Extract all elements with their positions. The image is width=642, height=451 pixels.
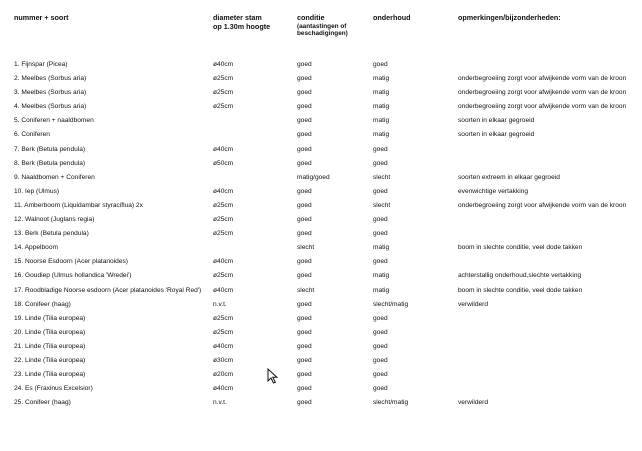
table-row xyxy=(0,199,642,213)
tree-opmerking: onderbegroeiing zorgt voor afwijkende vorm van de kroon xyxy=(458,75,627,83)
tree-conditie: goed xyxy=(297,89,312,97)
tree-conditie: slecht xyxy=(297,244,315,252)
tree-name: 24. Es (Fraxinus Excelsior) xyxy=(14,385,93,393)
tree-opmerking: onderbegroeiing zorgt voor afwijkende vorm van de kroon xyxy=(458,89,627,97)
table-row xyxy=(0,255,642,269)
tree-opmerking: onderbegroeiing zorgt voor afwijkende vorm van de kroon xyxy=(458,201,627,209)
tree-name: 7. Berk (Betula pendula) xyxy=(14,145,86,153)
tree-name: 11. Amberboom (Liquidambar styraciflua) 2x xyxy=(14,201,143,209)
tree-onderhoud: goed xyxy=(373,145,388,153)
header-conditie-label: conditie xyxy=(297,13,325,22)
tree-conditie: goed xyxy=(297,300,312,308)
tree-opmerking: soorten extreem in elkaar gegroeid xyxy=(458,173,560,181)
tree-conditie: goed xyxy=(297,399,312,407)
tree-name: 17. Roodbladige Noorse esdoorn (Acer platanoides 'Royal Red') xyxy=(14,286,202,294)
header-diameter-line1: diameter stam xyxy=(213,13,262,22)
tree-onderhoud: matig xyxy=(373,131,390,139)
tree-diameter: ø25cm xyxy=(213,272,234,280)
tree-name: 5. Coniferen + naaldbomen xyxy=(14,117,94,125)
tree-conditie: goed xyxy=(297,216,312,224)
tree-onderhoud: slecht xyxy=(373,173,391,181)
header-conditie xyxy=(297,14,348,38)
tree-onderhoud: goed xyxy=(373,342,388,350)
tree-name: 9. Naaldbomen + Coniferen xyxy=(14,173,95,181)
tree-diameter: n.v.t. xyxy=(213,300,227,308)
tree-onderhoud: slecht xyxy=(373,201,391,209)
table-row xyxy=(0,312,642,326)
header-opmerkingen: opmerkingen/bijzonderheden: xyxy=(458,13,561,22)
tree-onderhoud: matig xyxy=(373,117,390,125)
tree-opmerking: verwilderd xyxy=(458,399,489,407)
tree-opmerking: soorten in elkaar gegroeid xyxy=(458,131,535,139)
tree-diameter: ø25cm xyxy=(213,328,234,336)
tree-onderhoud: goed xyxy=(373,356,388,364)
tree-diameter: ø40cm xyxy=(213,385,234,393)
tree-conditie: goed xyxy=(297,258,312,266)
tree-diameter: ø40cm xyxy=(213,286,234,294)
tree-conditie: goed xyxy=(297,328,312,336)
table-row xyxy=(0,58,642,72)
tree-onderhoud: matig xyxy=(373,103,390,111)
table-row xyxy=(0,157,642,171)
tree-name: 6. Coniferen xyxy=(14,131,50,139)
tree-name: 18. Conifeer (haag) xyxy=(14,300,71,308)
table-row xyxy=(0,396,642,410)
table-row xyxy=(0,100,642,114)
tree-conditie: goed xyxy=(297,103,312,111)
table-row xyxy=(0,171,642,185)
tree-conditie: matig/goed xyxy=(297,173,330,181)
tree-name: 8. Berk (Betula pendula) xyxy=(14,159,86,167)
tree-diameter: ø25cm xyxy=(213,103,234,111)
tree-name: 1. Fijnspar (Picea) xyxy=(14,61,68,68)
tree-onderhoud: goed xyxy=(373,61,388,68)
tree-diameter: ø25cm xyxy=(213,230,234,238)
table-row xyxy=(0,269,642,283)
tree-diameter: ø40cm xyxy=(213,187,234,195)
table-row xyxy=(0,227,642,241)
table-row xyxy=(0,128,642,142)
tree-onderhoud: matig xyxy=(373,272,390,280)
tree-onderhoud: goed xyxy=(373,328,388,336)
table-row xyxy=(0,326,642,340)
tree-diameter: ø25cm xyxy=(213,75,234,83)
tree-conditie: goed xyxy=(297,356,312,364)
tree-table xyxy=(0,58,642,410)
tree-opmerking: evenwichtige vertakking xyxy=(458,187,529,195)
tree-name: 4. Meelbes (Sorbus aria) xyxy=(14,103,87,111)
tree-name: 10. Iep (Ulmus) xyxy=(14,187,60,195)
tree-name: 15. Noorse Esdoorn (Acer platanoides) xyxy=(14,258,128,266)
tree-opmerking: achterstallig onderhoud,slechte vertakking xyxy=(458,272,582,280)
tree-conditie: goed xyxy=(297,117,312,125)
tree-diameter: ø50cm xyxy=(213,159,234,167)
tree-name: 25. Conifeer (haag) xyxy=(14,399,71,407)
tree-name: 3. Meelbes (Sorbus aria) xyxy=(14,89,87,97)
tree-diameter: ø30cm xyxy=(213,356,234,364)
tree-onderhoud: matig xyxy=(373,286,390,294)
tree-conditie: goed xyxy=(297,187,312,195)
table-row xyxy=(0,241,642,255)
tree-name: 13. Berk (Betula pendula) xyxy=(14,230,89,238)
tree-onderhoud: matig xyxy=(373,75,390,83)
tree-onderhoud: matig xyxy=(373,89,390,97)
tree-name: 23. Linde (Tilia europea) xyxy=(14,371,86,379)
tree-onderhoud: goed xyxy=(373,159,388,167)
tree-name: 22. Linde (Tilia europea) xyxy=(14,356,86,364)
tree-conditie: goed xyxy=(297,385,312,393)
tree-conditie: goed xyxy=(297,131,312,139)
table-row xyxy=(0,86,642,100)
tree-onderhoud: goed xyxy=(373,230,388,238)
tree-onderhoud: slecht/matig xyxy=(373,300,409,308)
tree-conditie: goed xyxy=(297,314,312,322)
tree-name: 2. Meelbes (Sorbus aria) xyxy=(14,75,87,83)
header-diameter xyxy=(213,14,270,31)
tree-opmerking: boom in slechte conditie, veel dode takken xyxy=(458,286,583,294)
tree-conditie: goed xyxy=(297,145,312,153)
tree-diameter: n.v.t. xyxy=(213,399,227,407)
tree-conditie: goed xyxy=(297,272,312,280)
tree-diameter: ø40cm xyxy=(213,61,234,68)
tree-diameter: ø25cm xyxy=(213,314,234,322)
tree-diameter: ø25cm xyxy=(213,201,234,209)
tree-onderhoud: goed xyxy=(373,258,388,266)
tree-name: 16. Goudiep (Ulmus hollandica 'Wredei') xyxy=(14,272,132,280)
tree-opmerking: verwilderd xyxy=(458,300,489,308)
tree-onderhoud: goed xyxy=(373,385,388,393)
table-row xyxy=(0,185,642,199)
table-row xyxy=(0,284,642,298)
tree-opmerking: onderbegroeiing zorgt voor afwijkende vorm van de kroon xyxy=(458,103,627,111)
tree-onderhoud: goed xyxy=(373,314,388,322)
tree-conditie: goed xyxy=(297,342,312,350)
tree-conditie: goed xyxy=(297,201,312,209)
table-row xyxy=(0,143,642,157)
tree-onderhoud: goed xyxy=(373,371,388,379)
tree-conditie: goed xyxy=(297,75,312,83)
table-row xyxy=(0,354,642,368)
header-diameter-line2: op 1.30m hoogte xyxy=(213,21,271,31)
tree-diameter: ø20cm xyxy=(213,371,234,379)
table-row xyxy=(0,340,642,354)
tree-onderhoud: slecht/matig xyxy=(373,399,409,407)
tree-name: 14. Appelboom xyxy=(14,244,58,252)
tree-diameter: ø40cm xyxy=(213,145,234,153)
header-conditie-sub2: beschadigingen) xyxy=(297,30,348,37)
table-row xyxy=(0,72,642,86)
tree-onderhoud: goed xyxy=(373,187,388,195)
tree-conditie: slecht xyxy=(297,286,315,294)
tree-opmerking: boom in slechte conditie, veel dode takken xyxy=(458,244,583,252)
tree-name: 19. Linde (Tilia europea) xyxy=(14,314,86,322)
tree-conditie: goed xyxy=(297,159,312,167)
tree-name: 20. Linde (Tilia europea) xyxy=(14,328,86,336)
table-row xyxy=(0,298,642,312)
table-row xyxy=(0,368,642,382)
tree-conditie: goed xyxy=(297,230,312,238)
tree-onderhoud: goed xyxy=(373,216,388,224)
tree-name: 12. Walnoot (Juglans regia) xyxy=(14,216,95,224)
table-row xyxy=(0,213,642,227)
header-conditie-sub1: (aantastingen of xyxy=(297,22,347,30)
tree-onderhoud: matig xyxy=(373,244,390,252)
tree-conditie: goed xyxy=(297,371,312,379)
tree-conditie: goed xyxy=(297,61,312,68)
header-onderhoud: onderhoud xyxy=(373,13,411,22)
tree-diameter: ø40cm xyxy=(213,258,234,266)
tree-diameter: ø40cm xyxy=(213,342,234,350)
header-name: nummer + soort xyxy=(14,13,69,22)
table-row xyxy=(0,382,642,396)
tree-name: 21. Linde (Tilia europea) xyxy=(14,342,86,350)
table-row xyxy=(0,114,642,128)
tree-diameter: ø25cm xyxy=(213,216,234,224)
tree-opmerking: soorten in elkaar gegroeid xyxy=(458,117,535,125)
tree-diameter: ø25cm xyxy=(213,89,234,97)
mouse-cursor-icon xyxy=(267,368,278,384)
